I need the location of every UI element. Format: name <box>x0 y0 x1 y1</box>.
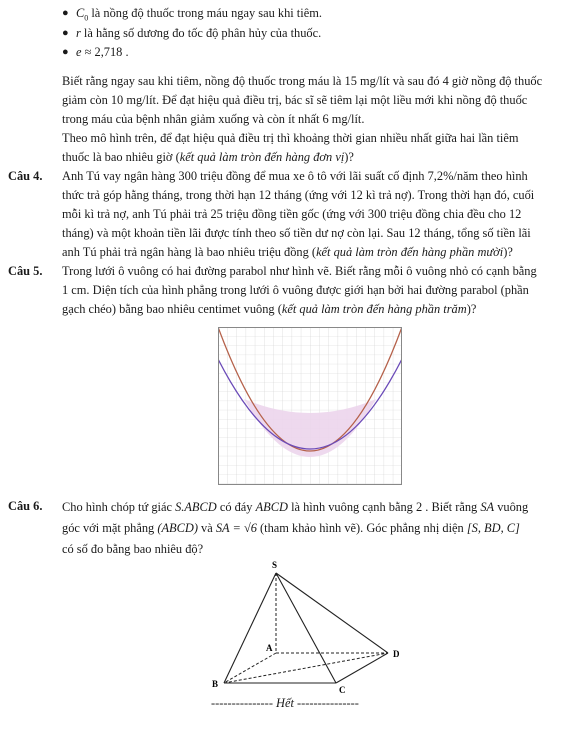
q3-paragraph-2 <box>62 129 559 167</box>
parabola-grid-figure <box>218 327 402 485</box>
question-4-text <box>62 167 559 262</box>
text-line: 1 cm. Diện tích của hình phẳng trong lưới ô vuông được giới hạn bởi hai đường parabol (phần <box>62 283 529 297</box>
text-line: anh Tú phải trả ngân hàng là bao nhiêu triệu đồng (kết quả làm tròn đến hàng phần mười)? <box>62 245 513 259</box>
vertex-label-B: B <box>212 679 219 689</box>
bullet-text: ≈ 2,718 . <box>81 45 129 59</box>
text-line: mỗi kì trả nợ, anh Tú phải trả 25 triệu đồng tiền gốc (ứng với 300 triệu đồng chia đều cho 12 <box>62 207 522 221</box>
question-5-label: Câu 5. <box>8 264 43 278</box>
bullet-item <box>62 43 562 63</box>
bullet-list <box>62 4 562 63</box>
bullet-text: là hằng số dương đo tốc độ phân hủy của thuốc. <box>80 25 322 40</box>
text-line: Biết rằng ngay sau khi tiêm, nồng độ thuốc trong máu là 15 mg/lít và sau đó 4 giờ nồng độ thuốc <box>62 74 543 88</box>
bullet-dot-icon: ● <box>62 7 69 19</box>
text-line: trong máu của bệnh nhân giảm xuống và còn ít nhất 6 mg/lít. <box>62 112 365 126</box>
bullet-dot-icon: ● <box>62 46 69 58</box>
bullet-symbol: e <box>76 45 82 59</box>
end-text: Hết <box>276 696 294 710</box>
pyramid-figure <box>198 557 416 699</box>
grid-background <box>218 327 402 485</box>
text-line: tháng) và một khoản tiền lãi được tính theo số tiền dư nợ còn lại. Sau 12 tháng, tổng số tiền lãi <box>62 226 531 240</box>
bullet-dot-icon: ● <box>62 26 69 39</box>
text-line: Trong lưới ô vuông có hai đường parabol như hình vẽ. Biết rằng mỗi ô vuông nhỏ có cạnh bằng <box>62 264 537 278</box>
q3-paragraph-1 <box>62 72 559 129</box>
text-line: gạch chéo) bằng bao nhiêu centimet vuông (kết quả làm tròn đến hàng phần trăm)? <box>62 302 477 316</box>
bullet-item <box>62 24 562 44</box>
rounding-note: kết quả làm tròn đến hàng phần mười <box>316 245 504 259</box>
text-line: Anh Tú vay ngân hàng 300 triệu đồng để mua xe ô tô với lãi suất cố định 7,2%/năm theo hình <box>62 169 528 183</box>
vertex-label-A: A <box>266 643 273 653</box>
vertex-label-D: D <box>393 649 400 659</box>
bullet-symbol: C <box>76 6 85 20</box>
rounding-note: kết quả làm tròn đến hàng đơn vị <box>179 150 345 164</box>
edge-SD <box>276 573 388 653</box>
text-line: thuốc là bao nhiêu giờ (kết quả làm tròn đến hàng đơn vị)? <box>62 150 354 164</box>
text-line: giảm còn 10 mg/lít. Để đạt hiệu quả điều trị, bác sĩ sẽ tiêm lại một liều mới khi nồng độ thuốc <box>62 93 528 107</box>
end-marker: --------------- Hết --------------- <box>211 696 359 710</box>
bullet-item <box>62 4 562 24</box>
text-line: có số đo bằng bao nhiêu độ? <box>62 542 204 556</box>
question-6-label: Câu 6. <box>8 499 43 513</box>
bullet-subscript: 0 <box>84 13 89 23</box>
text-line: góc với mặt phẳng (ABCD) và SA = √6 (tham khảo hình vẽ). Góc phẳng nhị diện [S, BD, C] <box>62 521 520 535</box>
text-line: Cho hình chóp tứ giác S.ABCD có đáy ABCD là hình vuông cạnh bằng 2 . Biết rằng SA vuông <box>62 500 529 514</box>
edge-SC <box>276 573 336 683</box>
question-5-text <box>62 262 559 319</box>
edge-SB <box>224 573 276 683</box>
bullet-symbol: r <box>76 25 81 40</box>
question-4-label: Câu 4. <box>8 169 43 183</box>
rounding-note: kết quả làm tròn đến hàng phần trăm <box>281 302 467 316</box>
bullet-text: là nồng độ thuốc trong máu ngay sau khi tiêm. <box>88 6 322 20</box>
vertex-label-C: C <box>339 685 346 695</box>
question-6-text <box>62 497 559 560</box>
diagonal-BD <box>224 653 388 683</box>
text-line: thức trả góp hằng tháng, trong thời hạn 12 tháng (ứng với 12 kì trả nợ). Trong thời hạn đó, cuối <box>62 188 535 202</box>
vertex-label-S: S <box>272 560 278 570</box>
text-line: Theo mô hình trên, để đạt hiệu quả điều trị thì khoảng thời gian nhiều nhất giữa hai lần tiêm <box>62 131 519 145</box>
